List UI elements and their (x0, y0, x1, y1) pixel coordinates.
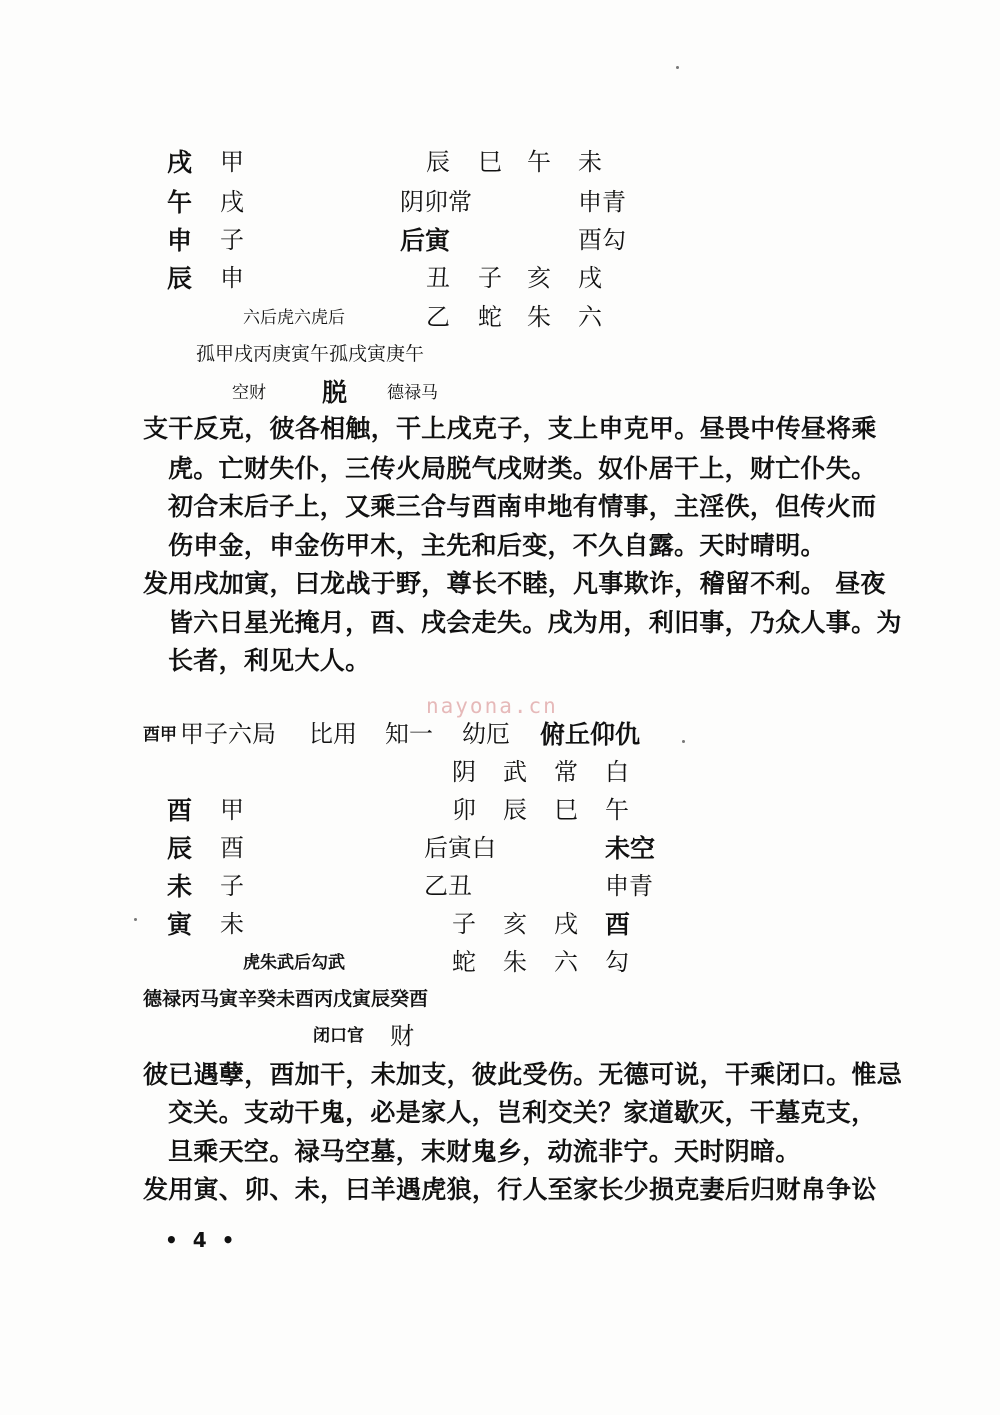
b2-gods-right-4: 勾 (605, 948, 629, 976)
b1-text-line-6: 皆六日星光掩月，酉、戌会走失。戌为用，利旧事，乃众人事。为 (168, 608, 902, 637)
b1-r3-f: 酉勾 (578, 226, 626, 254)
b2-r4-a: 寅 (167, 910, 193, 939)
b2-r4-f: 酉 (605, 910, 631, 939)
b1-r1-f: 未 (578, 148, 602, 176)
b2-heading-6: 俯丘仰仇 (540, 720, 641, 749)
b1-note-3: 德禄马 (387, 383, 438, 403)
b2-r1-a: 酉 (167, 796, 193, 825)
b1-r4-f: 戌 (578, 264, 602, 292)
b1-r1-d: 巳 (478, 148, 502, 176)
b2-r1-b: 甲 (220, 796, 244, 824)
b2-gods-right-3: 六 (554, 948, 578, 976)
b2-chain: 德禄丙马寅辛癸未酉丙戊寅辰癸酉 (143, 988, 429, 1010)
b1-note-2: 脱 (322, 378, 348, 407)
b1-r1-c: 辰 (426, 148, 450, 176)
b2-text-line-2: 交关。支动干鬼，必是家人，岂利交关？家道歇灭，干墓克支， (168, 1098, 877, 1127)
b2-r4-c: 子 (452, 910, 476, 938)
b2-gods-right-2: 朱 (503, 948, 527, 976)
b2-note-2: 财 (390, 1022, 414, 1050)
b1-r2-b: 戌 (220, 188, 244, 216)
b1-gods-left: 六后虎六虎后 (243, 308, 345, 328)
b1-r2-a: 午 (167, 188, 193, 217)
b1-text-line-3: 初合末后子上，又乘三合与酉南申地有情事，主淫佚，但传火而 (168, 492, 877, 521)
b1-r4-a: 辰 (167, 264, 193, 293)
b1-r4-d: 子 (478, 264, 502, 292)
b2-r1-c: 卯 (452, 796, 476, 824)
b1-r3-b: 子 (220, 226, 244, 254)
watermark: nayona.cn (426, 694, 558, 718)
b1-note-1: 空财 (232, 383, 266, 403)
b1-r4-c: 丑 (426, 264, 450, 292)
b2-r1-d: 辰 (503, 796, 527, 824)
b2-r3-f: 申青 (605, 872, 653, 900)
b1-r1-a: 戌 (167, 148, 193, 177)
b2-text-line-3: 旦乘天空。禄马空墓，末财鬼乡，动流非宁。天时阴暗。 (168, 1137, 801, 1166)
b2-r2-a: 辰 (167, 834, 193, 863)
b2-text-line-1: 彼已遇孽，酉加干，未加支，彼此受伤。无德可说，干乘闭口。惟忌 (143, 1060, 903, 1089)
b2-r2-c: 后寅白 (424, 834, 496, 862)
b2-gods-top-4: 白 (605, 758, 629, 786)
b2-r4-b: 未 (220, 910, 244, 938)
b2-heading-3: 比用 (309, 720, 357, 748)
b2-text-line-4: 发用寅、卯、未，曰羊遇虎狼，行人至家长少损克妻后归财帛争讼 (143, 1175, 877, 1204)
b2-gods-right-1: 蛇 (452, 948, 476, 976)
b1-text-line-4: 伤申金，申金伤甲木，主先和后变，不久自露。天时晴明。 (168, 531, 826, 560)
b2-heading-5: 幼厄 (462, 720, 510, 748)
b1-text-line-2: 虎。亡财失仆，三传火局脱气戌财类。奴仆居干上，财亡仆失。 (168, 454, 877, 483)
b2-r3-c: 乙丑 (424, 872, 472, 900)
b2-note-1: 闭口官 (313, 1026, 364, 1046)
scan-speck (134, 918, 137, 921)
b1-text-line-7: 长者，利见大人。 (168, 646, 371, 675)
b1-r4-b: 申 (220, 264, 244, 292)
scan-speck (676, 66, 679, 69)
scan-speck (682, 740, 685, 743)
b1-chain: 孤甲戌丙庚寅午孤戌寅庚午 (196, 343, 425, 365)
b2-heading-1: 酉甲 (143, 725, 177, 745)
b2-heading-4: 知一 (385, 720, 433, 748)
b1-gods-right-1: 乙 (426, 303, 450, 331)
b2-r2-b: 酉 (220, 834, 244, 862)
b2-r3-b: 子 (220, 872, 244, 900)
b1-r3-a: 申 (167, 226, 193, 255)
b1-gods-right-3: 朱 (527, 303, 551, 331)
b1-text-line-5: 发用戌加寅，曰龙战于野，尊长不睦，凡事欺诈，稽留不利。 昼夜 (143, 569, 886, 598)
b1-r1-b: 甲 (220, 148, 244, 176)
b2-r2-f: 未空 (605, 834, 656, 863)
b1-r2-f: 申青 (578, 188, 626, 216)
b1-r2-c: 阴卯常 (400, 188, 472, 216)
b1-gods-right-4: 六 (578, 303, 602, 331)
b1-r3-c: 后寅 (400, 226, 451, 255)
page-number: • 4 • (165, 1228, 239, 1252)
b1-gods-right-2: 蛇 (478, 303, 502, 331)
b2-gods-top-2: 武 (503, 758, 527, 786)
b2-gods-top-3: 常 (554, 758, 578, 786)
b1-r4-e: 亥 (527, 264, 551, 292)
b2-r4-e: 戌 (554, 910, 578, 938)
b1-r1-e: 午 (527, 148, 551, 176)
b2-r1-f: 午 (605, 796, 629, 824)
b2-gods-top-1: 阴 (452, 758, 476, 786)
b2-r3-a: 未 (167, 872, 193, 901)
b1-text-line-1: 支干反克，彼各相触，干上戌克子，支上申克甲。昼畏中传昼将乘 (143, 414, 877, 443)
b2-gods-left: 虎朱武后勾武 (243, 953, 345, 973)
b2-heading-2: 甲子六局 (180, 720, 276, 748)
b2-r4-d: 亥 (503, 910, 527, 938)
b2-r1-e: 巳 (554, 796, 578, 824)
